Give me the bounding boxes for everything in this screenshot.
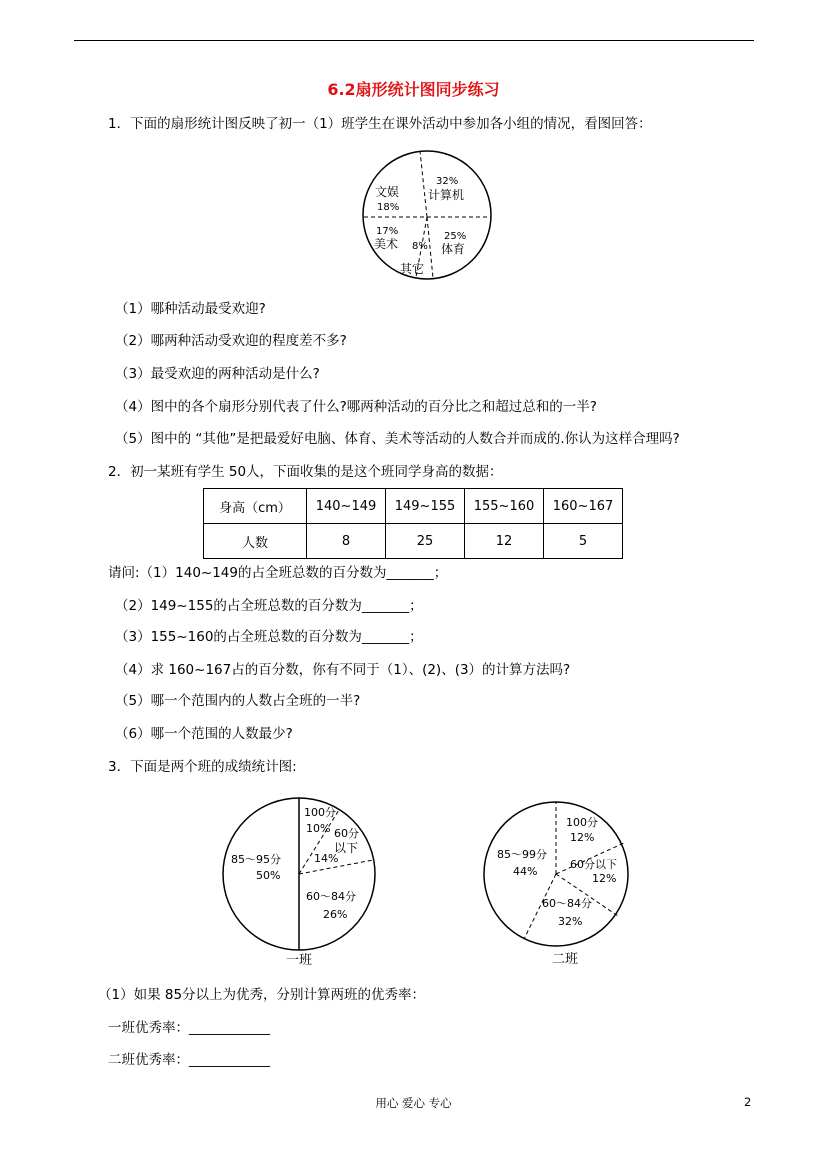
- s60-label-b: 以下: [334, 841, 359, 855]
- q1-item-1: （1）哪种活动最受欢迎?: [115, 301, 266, 317]
- meishu-label: 美术: [374, 237, 399, 251]
- q2-intro: 2．初一某班有学生 50人，下面收集的是这个班同学身高的数据：: [108, 464, 503, 480]
- class2-rate-blank: 二班优秀率：____________: [108, 1052, 270, 1068]
- computer-pct: 32%: [436, 176, 459, 187]
- q2-item-6: （6）哪一个范围的人数最少?: [115, 726, 293, 742]
- q2-item-4: （4）求 160~167占的百分数，你有不同于（1）、(2)、(3）的计算方法吗?: [115, 662, 571, 678]
- header-rule: [74, 40, 754, 41]
- s100-label: 100分: [566, 816, 598, 829]
- q2-item-5: （5）哪一个范围内的人数占全班的一半?: [115, 693, 361, 709]
- other-pct: 8%: [412, 241, 428, 252]
- table-cell: 人数: [204, 524, 307, 559]
- table-cell: 12: [465, 524, 544, 559]
- sports-label: 体育: [441, 242, 466, 256]
- meishu-pct: 17%: [376, 226, 399, 237]
- s60-pct: 14%: [314, 852, 339, 865]
- s6084-label: 60～84分: [306, 890, 356, 903]
- other-label: 其它: [400, 262, 425, 276]
- q2-item-2: （2）149~155的占全班总数的百分数为_______；: [115, 598, 423, 614]
- height-table: [203, 488, 623, 559]
- class1-rate-blank: 一班优秀率：____________: [108, 1020, 270, 1036]
- q1-item-5: （5）图中的 “其他”是把最爱好电脑、体育、美术等活动的人数合并而成的.你认为这样合理吗?: [115, 431, 680, 447]
- s6084-pct: 26%: [323, 908, 348, 921]
- q1-item-3: （3）最受欢迎的两种活动是什么?: [115, 366, 320, 382]
- table-header-cell: 155~160: [465, 489, 544, 524]
- table-header-cell: 140~149: [307, 489, 386, 524]
- s60-label: 60分以下: [570, 858, 617, 871]
- table-header-cell: 160~167: [544, 489, 623, 524]
- page-footer: 用心 爱心 专心: [375, 1096, 452, 1110]
- q1-item-2: （2）哪两种活动受欢迎的程度差不多?: [115, 333, 347, 349]
- q1-item-4: （4）图中的各个扇形分别代表了什么?哪两种活动的百分比之和超过总和的一半?: [115, 399, 597, 415]
- s8599-label: 85～99分: [497, 848, 547, 861]
- q3-sub1: （1）如果 85分以上为优秀，分别计算两班的优秀率：: [98, 987, 426, 1003]
- s100-label: 100分: [304, 806, 336, 819]
- s60-pct: 12%: [592, 872, 617, 885]
- wenyu-label: 文娱: [375, 185, 400, 199]
- table-cell: 25: [386, 524, 465, 559]
- class2-pie-chart: [480, 796, 640, 974]
- q2-item-1: 请问:（1）140~149的占全班总数的百分数为_______；: [108, 565, 448, 581]
- sports-pct: 25%: [444, 231, 467, 242]
- divider-top: [420, 151, 427, 217]
- s8599-pct: 44%: [513, 865, 538, 878]
- class1-caption: 一班: [286, 953, 313, 968]
- table-cell: 8: [307, 524, 386, 559]
- s60-label-a: 60分: [334, 827, 359, 840]
- divider-bottom-right: [427, 217, 433, 278]
- class1-pie-chart: [222, 792, 382, 972]
- q2-item-3: （3）155~160的占全班总数的百分数为_______；: [115, 629, 423, 645]
- s6084-pct: 32%: [558, 915, 583, 928]
- table-row: [204, 524, 623, 559]
- s100-pct: 10%: [306, 822, 331, 835]
- q1-pie-chart: [358, 147, 498, 283]
- s8595-label: 85～95分: [231, 853, 281, 866]
- page-title: 6.2扇形统计图同步练习: [327, 80, 500, 99]
- computer-label: 计算机: [428, 188, 465, 202]
- table-header-cell: 149~155: [386, 489, 465, 524]
- q3-intro: 3．下面是两个班的成绩统计图:: [108, 759, 297, 775]
- s100-pct: 12%: [570, 831, 595, 844]
- s8595-pct: 50%: [256, 869, 281, 882]
- s6084-label: 60～84分: [542, 897, 592, 910]
- class2-caption: 二班: [552, 952, 579, 967]
- table-header-cell: 身高（cm）: [204, 489, 307, 524]
- q1-intro: 1．下面的扇形统计图反映了初一（1）班学生在课外活动中参加各小组的情况，看图回答：: [108, 116, 652, 132]
- page-number: 2: [744, 1095, 752, 1109]
- table-cell: 5: [544, 524, 623, 559]
- table-header-row: [204, 489, 623, 524]
- wenyu-pct: 18%: [377, 202, 400, 213]
